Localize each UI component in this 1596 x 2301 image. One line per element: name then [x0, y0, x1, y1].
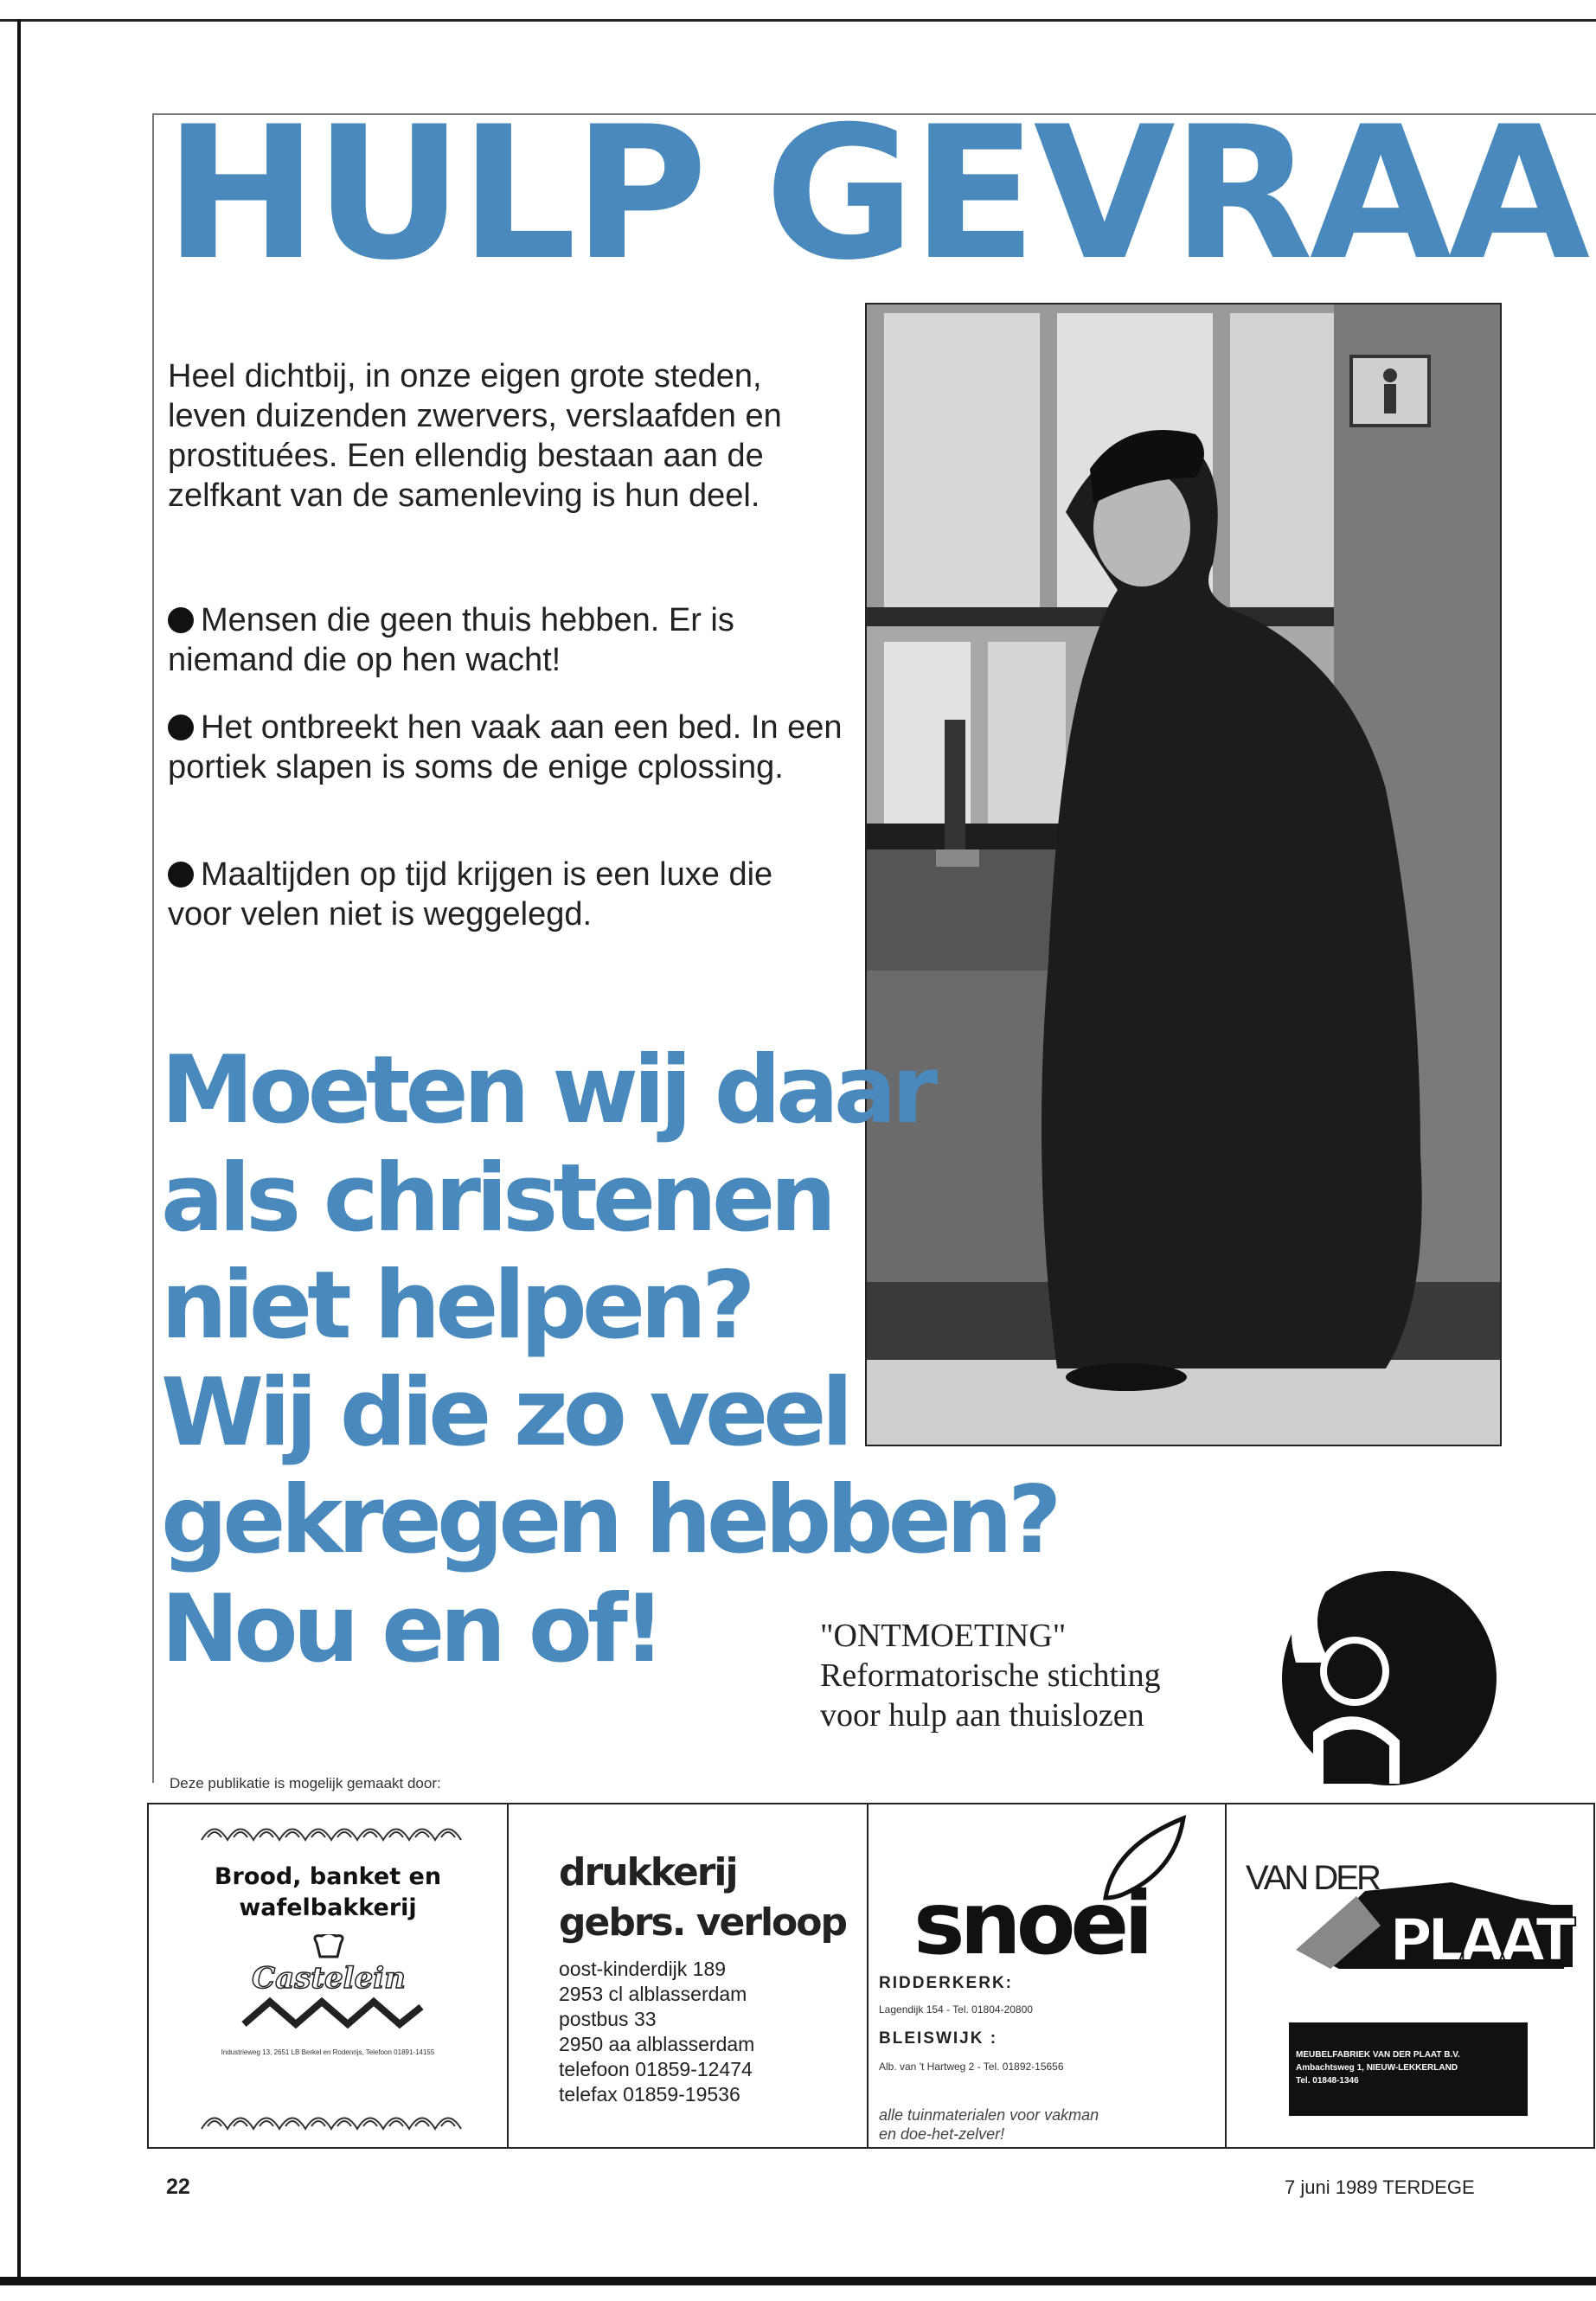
appeal-line: Moeten wij daar: [161, 1036, 933, 1144]
issue-date: 7 juni 1989 TERDEGE: [1285, 2176, 1475, 2198]
bakery-logo-icon: [218, 1934, 439, 2038]
furniture-address-box: MEUBELFABRIEK VAN DER PLAAT B.V. Ambachtsweg 1, NIEUW-LEKKERLAND Tel. 01848-1346: [1289, 2022, 1528, 2116]
svg-text:Castelein: Castelein: [252, 1961, 406, 1996]
garden-slogan: alle tuinmaterialen voor vakman en doe-het-zelver!: [879, 2106, 1099, 2143]
svg-text:PLAAT: PLAAT: [1389, 1907, 1571, 1975]
organization-line: voor hulp aan thuislozen: [820, 1697, 1144, 1734]
printer-address: oost-kinderdijk 189 2953 cl alblasserdam postbus 33 2950 aa alblasserdam telefoon 01859-12474 telefax 01859-19536: [559, 1958, 755, 2106]
page-number: 22: [166, 2175, 190, 2199]
bakery-title: Brood, banket en wafelbakkerij: [214, 1863, 442, 1921]
headline: HULP GEVRAA: [164, 87, 1587, 300]
ad-furniture: [1227, 1804, 1595, 2147]
bakery-address: Industrieweg 13, 2651 LB Berkel en Rodenrijs, Telefoon 01891-14155: [221, 2048, 435, 2056]
garden-city: RIDDERKERK:: [879, 1974, 1013, 1992]
scallop-border-icon: [197, 2107, 465, 2133]
intro-paragraph: Heel dichtbij, in onze eigen grote steden, leven duizenden zwervers, verslaafden en prostituées. Een ellendig bestaan aan de zelfkant van de samenleving is hun deel.: [168, 358, 782, 514]
ad-bakery: [149, 1804, 509, 2147]
appeal-line: Wij die zo veel: [161, 1359, 849, 1467]
organization-line: Reformatorische stichting: [820, 1657, 1161, 1694]
garden-address: Alb. van 't Hartweg 2 - Tel. 01892-15656: [879, 2061, 1064, 2073]
organization-name: "ONTMOETING": [820, 1618, 1067, 1654]
appeal-line: gekregen hebben?: [161, 1466, 1057, 1574]
page-edge-top: [0, 19, 1596, 22]
page-edge-left: [17, 19, 21, 2284]
organization-block: [820, 1616, 1161, 1735]
appeal-line: Nou en of!: [161, 1575, 661, 1683]
ad-printer: [509, 1804, 869, 2147]
bullet-item: Mensen die geen thuis hebben. Er is niemand die op hen wacht!: [168, 602, 734, 678]
scallop-border-icon: [197, 1818, 465, 1844]
homeless-man-photo: [865, 303, 1502, 1446]
appeal-line: niet helpen?: [161, 1252, 751, 1360]
ad-border-left: [152, 113, 154, 1783]
bullet-dot-icon: [168, 715, 194, 740]
printer-name: drukkerij gebrs. verloop: [559, 1850, 847, 1945]
page-edge-bottom: [0, 2277, 1596, 2285]
organization-logo-icon: [1279, 1567, 1500, 1789]
bullet-item: Maaltijden op tijd krijgen is een luxe die voor velen niet is weggelegd.: [168, 856, 773, 933]
ad-garden-center: [869, 1804, 1227, 2147]
svg-text:VAN DER: VAN DER: [1246, 1859, 1379, 1897]
furniture-logo-icon: [1235, 1848, 1590, 1977]
appeal-line: als christenen: [161, 1144, 832, 1253]
bullet-item: Het ontbreekt hen vaak aan een bed. In een portiek slapen is soms de enige cplossing.: [168, 709, 843, 785]
bullet-dot-icon: [168, 862, 194, 888]
credit-line: Deze publikatie is mogelijk gemaakt door:: [170, 1775, 441, 1791]
garden-address: Lagendijk 154 - Tel. 01804-20800: [879, 2003, 1033, 2016]
bullet-dot-icon: [168, 607, 194, 633]
garden-city: BLEISWIJK :: [879, 2029, 998, 2048]
sponsor-ads: [147, 1803, 1595, 2149]
garden-brand: snoei: [913, 1873, 1149, 1974]
